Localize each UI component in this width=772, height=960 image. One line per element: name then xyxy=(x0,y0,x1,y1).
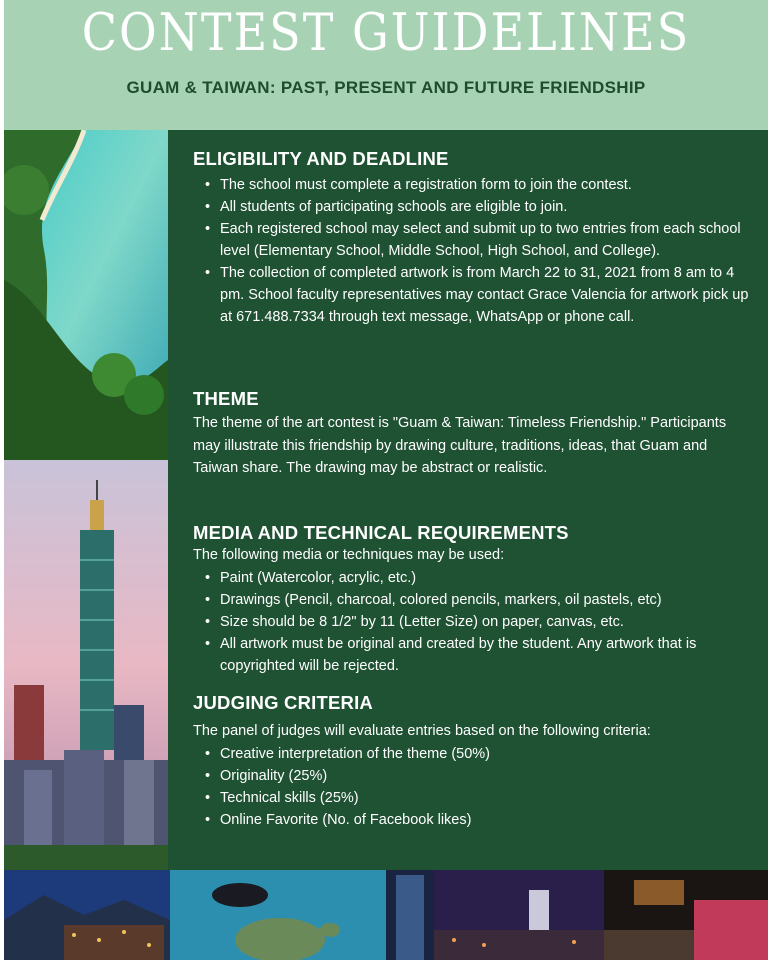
list-item: • Technical skills (25%) xyxy=(220,787,753,809)
page-subtitle: GUAM & TAIWAN: PAST, PRESENT AND FUTURE FRIENDSHIP xyxy=(126,78,646,97)
list-item: • Online Favorite (No. of Facebook likes) xyxy=(220,809,753,831)
media-list xyxy=(193,567,753,677)
coastline-photo xyxy=(4,130,168,460)
header-banner xyxy=(4,0,768,130)
skyline-illustration xyxy=(4,460,168,870)
bottom-photo-strip xyxy=(4,870,768,960)
judging-section xyxy=(193,692,753,831)
list-item: • Originality (25%) xyxy=(220,765,753,787)
night-market-photo xyxy=(604,870,768,960)
eligibility-list xyxy=(193,174,753,328)
media-intro: The following media or techniques may be used: xyxy=(193,547,505,563)
diver-turtle-illustration xyxy=(170,870,386,960)
eligibility-section xyxy=(193,148,753,328)
list-item: • Creative interpretation of the theme (50%) xyxy=(220,743,753,765)
night-village-photo xyxy=(4,870,170,960)
list-item: • Paint (Watercolor, acrylic, etc.) xyxy=(220,567,753,589)
list-item: • Size should be 8 1/2" by 11 (Letter Size) on paper, canvas, etc. xyxy=(220,611,753,633)
judging-list xyxy=(193,743,753,831)
night-village-illustration xyxy=(4,870,170,960)
list-item: • The school must complete a registration form to join the contest. xyxy=(220,174,753,196)
judging-intro: The panel of judges will evaluate entries based on the following criteria: xyxy=(193,723,651,739)
list-item: • Drawings (Pencil, charcoal, colored pencils, markers, oil pastels, etc) xyxy=(220,589,753,611)
night-market-illustration xyxy=(604,870,768,960)
list-item: • The collection of completed artwork is from March 22 to 31, 2021 from 8 am to 4 pm. School faculty representatives may contact Grace Valencia for artwork pick up at 671.488.7334 through text message, WhatsApp or phone call. xyxy=(220,262,753,328)
diver-turtle-photo xyxy=(170,870,386,960)
taipei-101-photo xyxy=(4,460,168,870)
judging-heading: JUDGING CRITERIA xyxy=(193,692,373,713)
city-night-illustration xyxy=(434,870,604,960)
theme-heading: THEME xyxy=(193,388,259,409)
left-photo-strip xyxy=(4,130,168,870)
media-heading: MEDIA AND TECHNICAL REQUIREMENTS xyxy=(193,522,569,543)
theme-text: The theme of the art contest is "Guam & Taiwan: Timeless Friendship." Participants may illustrate this friendship by drawing culture, traditions, ideas, that Guam and Taiwan share. The drawing may be abstract or realistic. xyxy=(193,415,727,476)
eligibility-heading: ELIGIBILITY AND DEADLINE xyxy=(193,148,449,169)
list-item: • All students of participating schools are eligible to join. xyxy=(220,196,753,218)
coastline-illustration xyxy=(4,130,168,460)
list-item: • Each registered school may select and submit up to two entries from each school level (Elementary School, Middle School, High School, and College). xyxy=(220,218,753,262)
tower-photo xyxy=(386,870,434,960)
guidelines-panel xyxy=(168,130,768,870)
media-section xyxy=(193,522,753,677)
theme-section xyxy=(193,388,753,480)
city-night-photo xyxy=(434,870,604,960)
list-item: • All artwork must be original and created by the student. Any artwork that is copyrighted will be rejected. xyxy=(220,633,753,677)
tower-illustration xyxy=(386,870,434,960)
page-title: CONTEST GUIDELINES xyxy=(81,2,691,63)
